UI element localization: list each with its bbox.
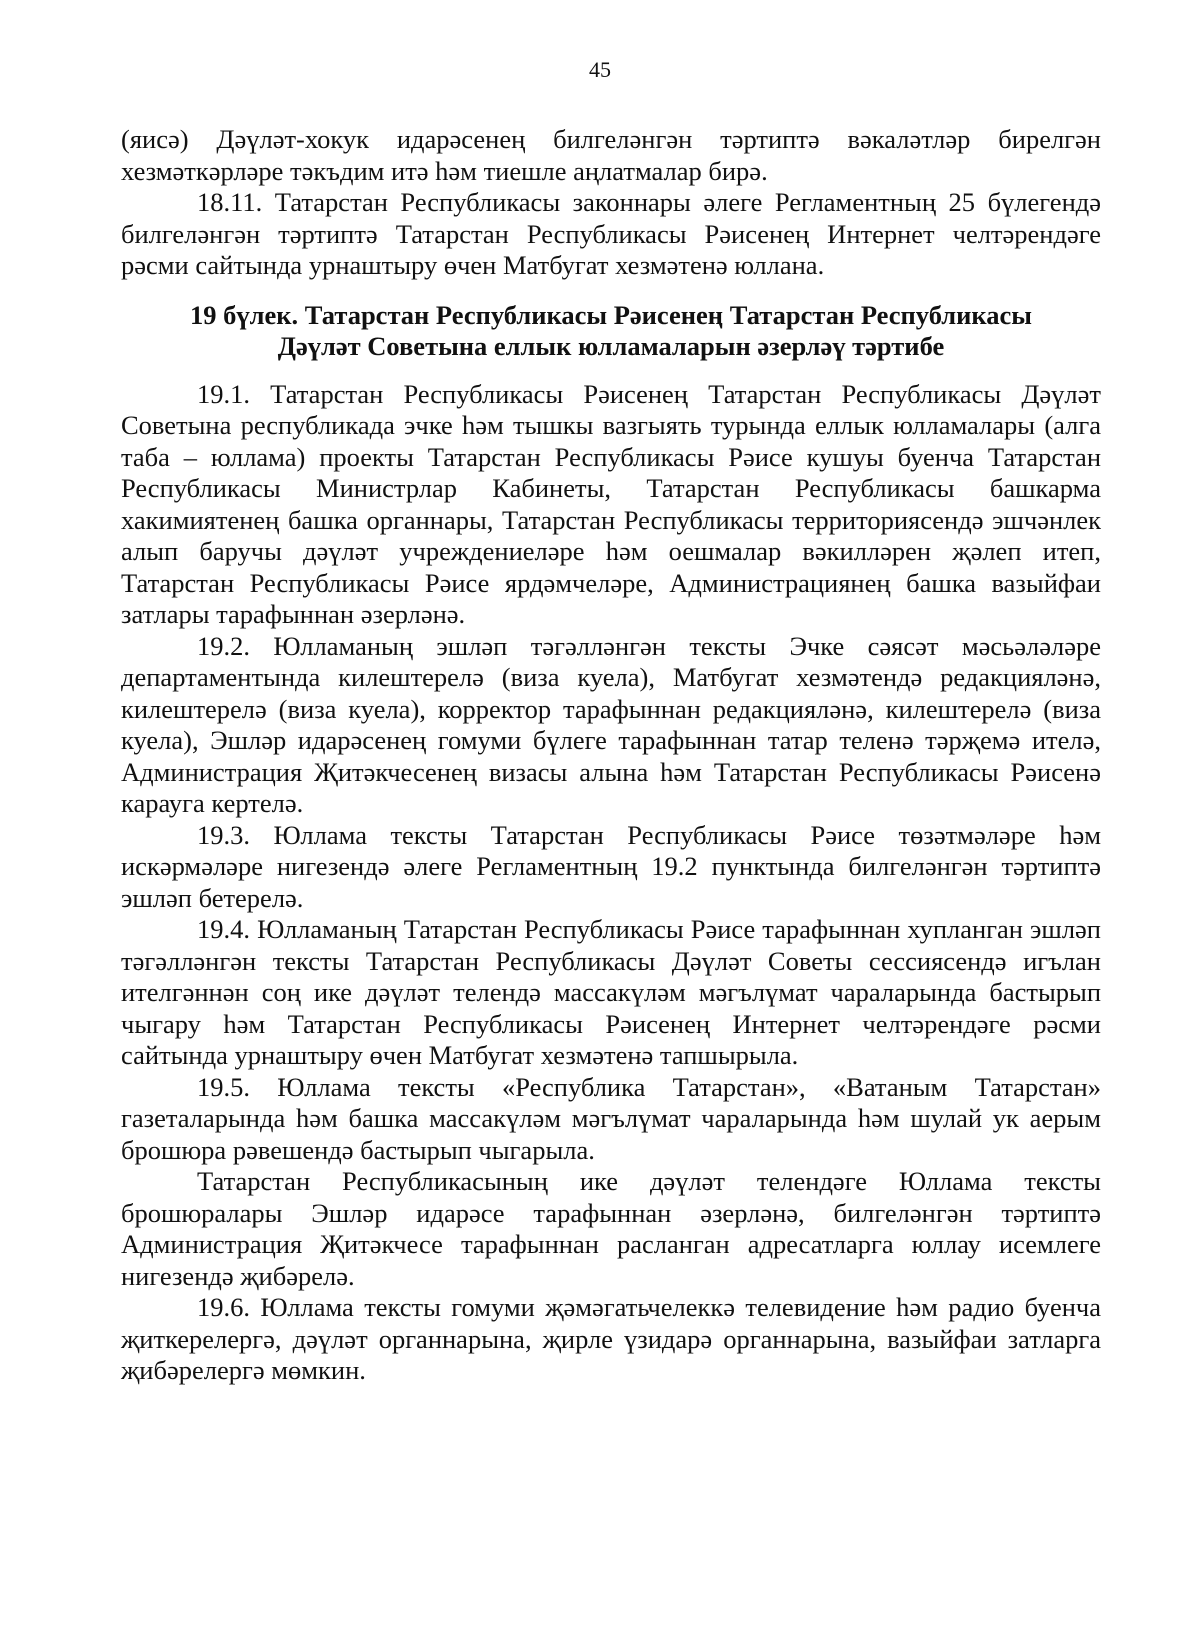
section-heading-line-2: Дәүләт Советына еллык юлламаларын әзерләү тәртибе — [277, 331, 945, 361]
paragraph-continuation: (яисә) Дәүләт-хокук идарәсенең билгеләнгән тәртиптә вәкаләтләр бирелгән хезмәткәрләре тәкъдим итә һәм тиешле аңлатмалар бирә. — [121, 124, 1101, 186]
paragraph-19-4: 19.4. Юлламаның Татарстан Республикасы Рәисе тарафыннан хупланган эшләп тәгәлләнгән тексты Татарстан Республикасы Дәүләт Советы сессиясендә игълан ителгәннән соң ике дәүләт телендә массакүләм мәгълүмат чараларында бастырып чыгару һәм Татарстан Республикасы Рәисенең Интернет челтәрендәге рәсми сайтында урнаштыру өчен Матбугат хезмәтенә тапшырыла. — [121, 914, 1101, 1070]
paragraph-19-5: 19.5. Юллама тексты «Республика Татарстан», «Ватаным Татарстан» газеталарында һәм башка массакүләм мәгълүмат чараларында һәм шулай ук аерым брошюра рәвешендә бастырып чыгарыла. — [121, 1071, 1101, 1165]
page-number: 45 — [589, 57, 611, 82]
paragraph-19-1: 19.1. Татарстан Республикасы Рәисенең Татарстан Республикасы Дәүләт Советына республикада эчке һәм тышкы вазгыять турында еллык юлламалары (алга таба – юллама) проекты Татарстан Республикасы Рәисе кушуы буенча Татарстан Республикасы Министрлар Кабинеты, Татарстан Республикасы башкарма хакимиятенең башка органнары, Татарстан Республикасы территориясендә эшчәнлек алып баручы дәүләт учреждениеләре һәм оешмалар вәкилләрен җәлеп итеп, Татарстан Республикасы Рәисе ярдәмчеләре, Администрациянең башка вазыйфаи затлары тарафыннан әзерләнә. — [121, 378, 1101, 629]
paragraph-18-11: 18.11. Татарстан Республикасы законнары әлеге Регламентның 25 бүлегендә билгеләнгән тәртиптә Татарстан Республикасы Рәисенең Интернет челтәрендәге рәсми сайтында урнаштыру өчен Матбугат хезмәтенә юллана. — [121, 187, 1101, 280]
document-body — [121, 124, 1101, 1387]
paragraph-19-3: 19.3. Юллама тексты Татарстан Республикасы Рәисе төзәтмәләре һәм искәрмәләре нигезендә әлеге Регламентның 19.2 пунктында билгеләнгән тәртиптә эшләп бетерелә. — [121, 819, 1101, 913]
paragraph-19-5-continuation: Татарстан Республикасының ике дәүләт телендәге Юллама тексты брошюралары Эшләр идарәсе тарафыннан әзерләнә, билгеләнгән тәртиптә Администрация Җитәкчесе тарафыннан расланган адресатларга юллау исемлеге нигезендә җибәрелә. — [121, 1166, 1101, 1291]
section-heading — [121, 300, 1101, 363]
paragraph-19-2: 19.2. Юлламаның эшләп тәгәлләнгән тексты Эчке сәясәт мәсьәләләре департаментында килештерелә (виза куела), Матбугат хезмәтендә редакцияләнә, килештерелә (виза куела), корректор тарафыннан редакцияләнә, килештерелә (виза куела), Эшләр идарәсенең гомуми бүлеге тарафыннан татар теленә тәрҗемә ителә, Администрация Җитәкчесенең визасы алына һәм Татарстан Республикасы Рәисенә карауга кертелә. — [121, 630, 1101, 818]
paragraph-19-6: 19.6. Юллама тексты гомуми җәмәгатьчелеккә телевидение һәм радио буенча җиткерелергә, дәүләт органнарына, җирле үзидарә органнарына, вазыйфаи затларга җибәрелергә мөмкин. — [121, 1292, 1101, 1385]
section-heading-line-1: 19 бүлек. Татарстан Республикасы Рәисенең Татарстан Республикасы — [190, 299, 1032, 330]
